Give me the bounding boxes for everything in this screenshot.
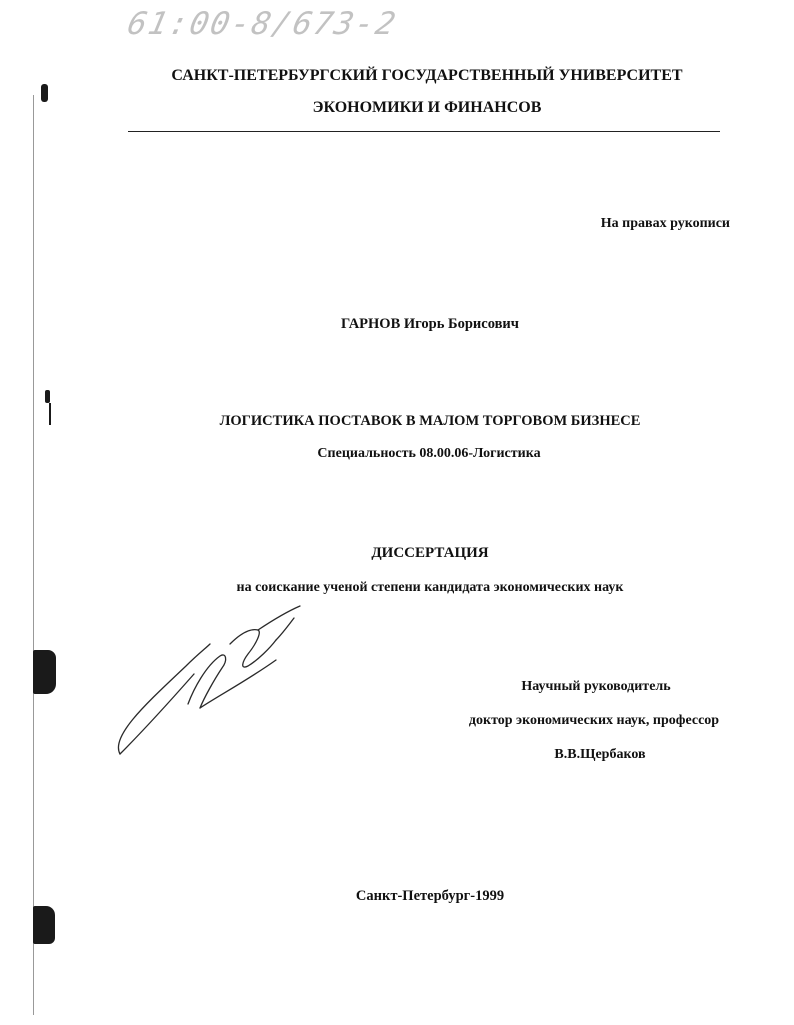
author-given-names: Игорь Борисович xyxy=(403,316,519,332)
author-name xyxy=(341,316,519,333)
university-name-line1: САНКТ-ПЕТЕРБУРГСКИЙ ГОСУДАРСТВЕННЫЙ УНИВЕРСИТЕТ xyxy=(171,67,683,84)
scan-mark xyxy=(41,84,48,102)
archive-stamp: 61:00-8/673-2 xyxy=(124,6,401,42)
city-year: Санкт-Петербург-1999 xyxy=(355,888,505,904)
manuscript-note: На правах рукописи xyxy=(600,216,730,231)
scan-mark xyxy=(33,650,56,694)
author-surname: ГАРНОВ xyxy=(341,316,401,332)
document-type: ДИССЕРТАЦИЯ xyxy=(371,545,489,561)
scan-edge-line xyxy=(33,95,34,1015)
thesis-specialty: Специальность 08.00.06-Логистика xyxy=(317,446,541,461)
scan-mark xyxy=(49,403,51,425)
supervisor-degree: доктор экономических наук, профессор xyxy=(468,713,720,728)
header-rule xyxy=(128,131,720,132)
supervisor-name: В.В.Щербаков xyxy=(554,747,646,762)
university-name-line2: ЭКОНОМИКИ И ФИНАНСОВ xyxy=(312,99,542,116)
handwritten-signature xyxy=(108,604,308,760)
scan-mark xyxy=(45,390,50,403)
degree-statement: на соискание ученой степени кандидата экономических наук xyxy=(236,580,624,595)
thesis-title: ЛОГИСТИКА ПОСТАВОК В МАЛОМ ТОРГОВОМ БИЗНЕСЕ xyxy=(219,413,641,429)
supervisor-role: Научный руководитель xyxy=(521,679,671,694)
scan-mark xyxy=(33,906,55,944)
